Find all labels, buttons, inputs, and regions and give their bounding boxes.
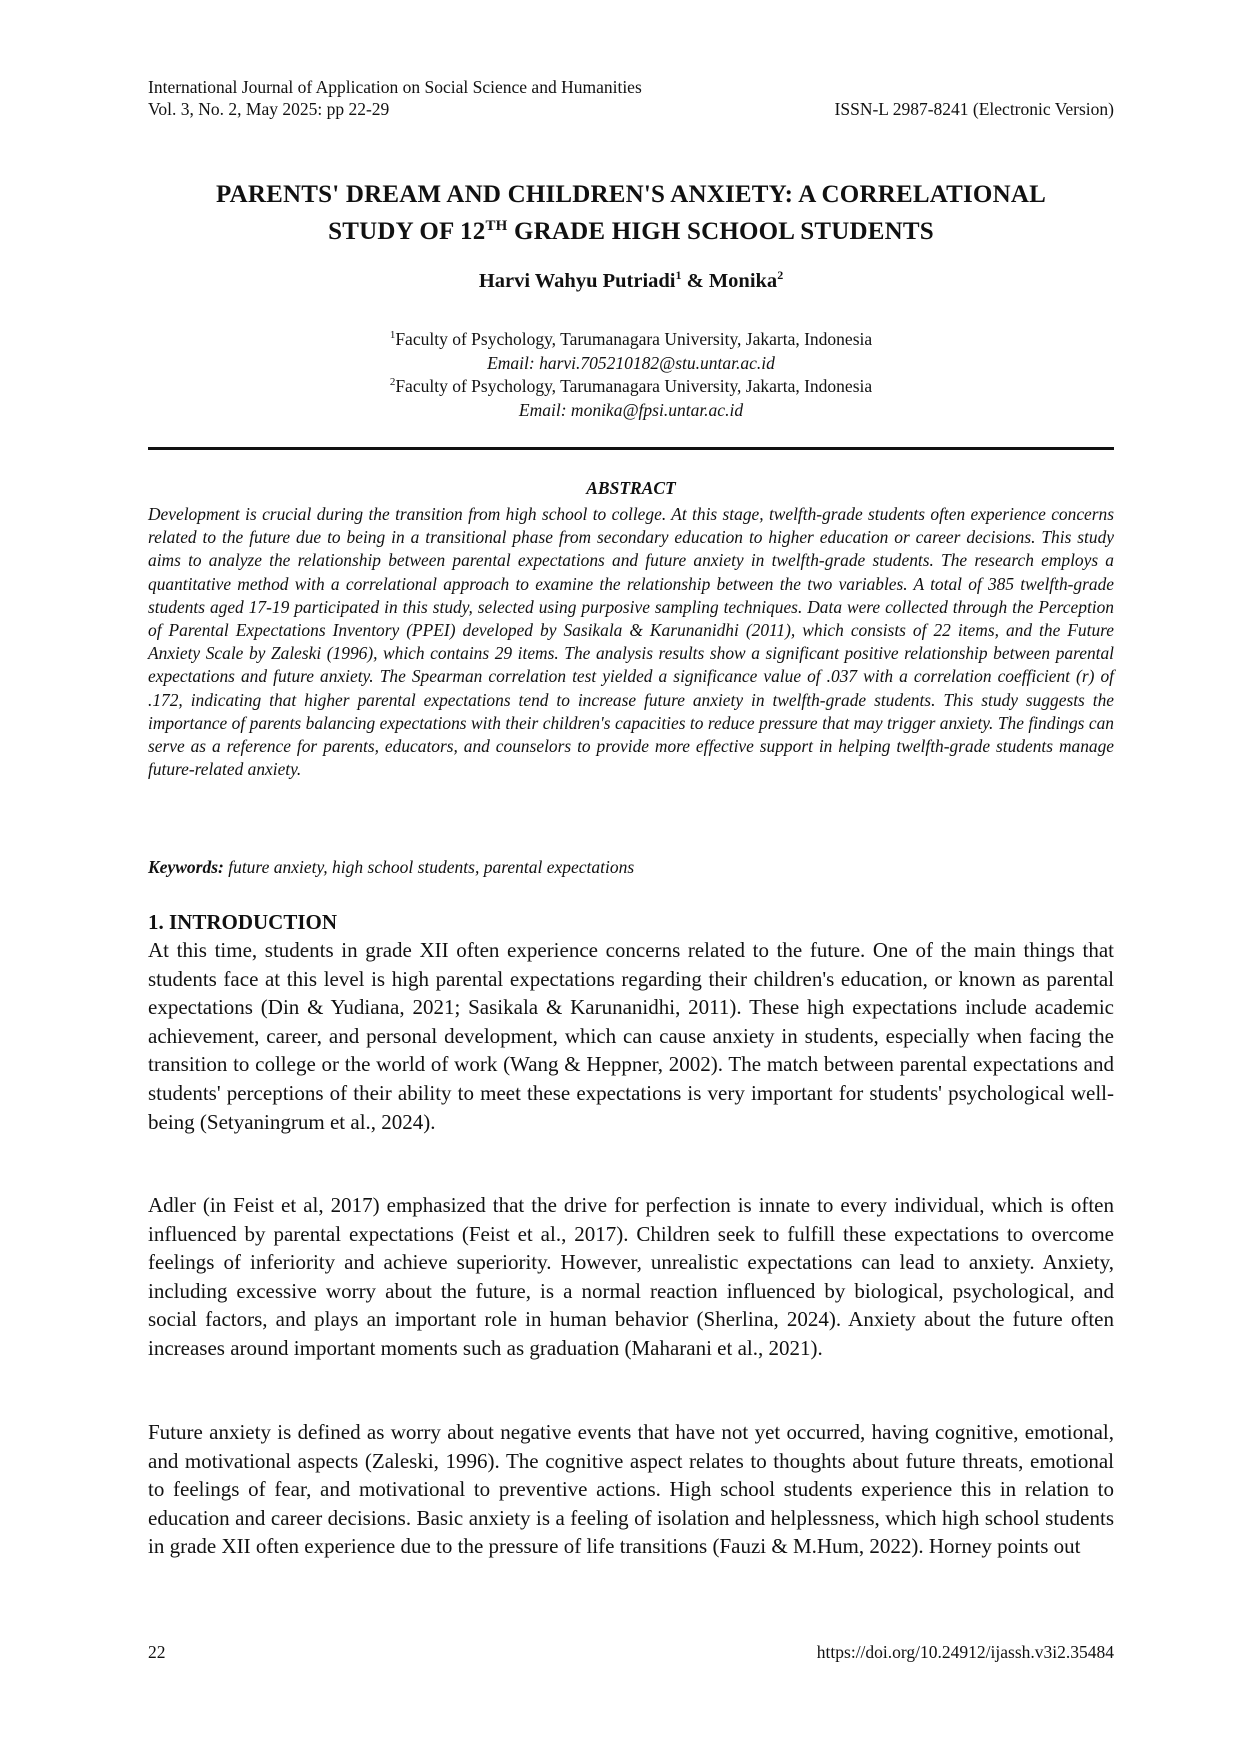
affiliations — [148, 328, 1114, 422]
divider-rule — [148, 447, 1114, 450]
affiliation-2 — [148, 375, 1114, 399]
keywords-text: future anxiety, high school students, parental expectations — [223, 857, 635, 877]
paper-title — [148, 176, 1114, 250]
title-line-2-start: STUDY OF 12 — [328, 218, 486, 245]
author-1: Harvi Wahyu Putriadi — [478, 270, 676, 292]
affiliation-2-mark: 2 — [389, 376, 396, 388]
author-list — [148, 270, 1114, 293]
title-superscript: TH — [485, 218, 508, 234]
affiliation-1 — [148, 328, 1114, 352]
keywords — [148, 857, 1114, 878]
doi-link[interactable]: https://doi.org/10.24912/ijassh.v3i2.35484 — [816, 1642, 1114, 1662]
abstract-text: Development is crucial during the transition from high school to college. At this stage, twelfth-grade students often experience concerns related to the future due to being in a transitional phase from secondary education to higher education or career decisions. This study aims to analyze the relationship between parental expectations and future anxiety in twelfth-grade students. The research employs a quantitative method with a correlational approach to examine the relationship between the two variables. A total of 385 twelfth-grade students aged 17-19 participated in this study, selected using purposive sampling techniques. Data were collected through the Perception of Parental Expectations Inventory (PPEI) developed by Sasikala & Karunanidhi (2011), which consists of 22 items, and the Future Anxiety Scale by Zaleski (1996), which contains 29 items. The analysis results show a significant positive relationship between parental expectations and future anxiety. The Spearman correlation test yielded a significance value of .037 with a correlation coefficient (r) of .172, indicating that higher parental expectations tend to increase future anxiety in twelfth-grade students. This study suggests the importance of parents balancing expectations with their children's capacities to reduce pressure that may trigger anxiety. The findings can serve as a reference for parents, educators, and counselors to provide more effective support in helping twelfth-grade students manage future-related anxiety. — [148, 504, 1114, 780]
page-footer — [148, 1642, 1114, 1663]
affiliation-2-text: Faculty of Psychology, Tarumanagara University, Jakarta, Indonesia — [395, 376, 873, 396]
section-heading-introduction: 1. INTRODUCTION — [148, 910, 338, 934]
volume-info: Vol. 3, No. 2, May 2025: pp 22-29 — [148, 99, 390, 119]
intro-paragraph-3: Future anxiety is defined as worry about negative events that have not yet occurred, having cognitive, emotional, and motivational aspects (Zaleski, 1996). The cognitive aspect relates to thoughts about future threats, emotional to feelings of fear, and motivational to preventive actions. High school students experience this in relation to education and career decisions. Basic anxiety is a feeling of isolation and helplessness, which high school students in grade XII often experience due to the pressure of life transitions (Fauzi & M.Hum, 2022). Horney points out — [148, 1420, 1114, 1559]
affiliation-1-mark: 1 — [389, 329, 396, 341]
intro-paragraph-1: At this time, students in grade XII often experience concerns related to the future. One of the main things that students face at this level is high parental expectations regarding their children's education, or known as parental expectations (Din & Yudiana, 2021; Sasikala & Karunanidhi, 2011). These high expectations include academic achievement, career, and personal development, which can cause anxiety in students, especially when facing the transition to college or the world of work (Wang & Heppner, 2002). The match between parental expectations and students' perceptions of their ability to meet these expectations is very important for students' psychological well-being (Setyaningrum et al., 2024). — [148, 938, 1114, 1134]
affiliation-1-text: Faculty of Psychology, Tarumanagara University, Jakarta, Indonesia — [395, 329, 873, 349]
journal-name: International Journal of Application on Social Science and Humanities — [148, 77, 642, 97]
author-2-affiliation-mark: 2 — [777, 268, 784, 282]
intro-paragraph-2: Adler (in Feist et al, 2017) emphasized that the drive for perfection is innate to every individual, which is often influenced by parental expectations (Feist et al., 2017). Children seek to fulfill these expectations to overcome feelings of inferiority and achieve superiority. However, unrealistic expectations can lead to anxiety. Anxiety, including excessive worry about the future, is a normal reaction influenced by biological, psychological, and social factors, and plays an important role in human behavior (Sherlina, 2024). Anxiety about the future often increases around important moments such as graduation (Maharani et al., 2021). — [148, 1193, 1114, 1360]
keywords-label: Keywords: — [148, 857, 224, 877]
email-1[interactable]: Email: harvi.705210182@stu.untar.ac.id — [487, 352, 775, 373]
title-line-2-end: GRADE HIGH SCHOOL STUDENTS — [507, 218, 934, 245]
email-2[interactable]: Email: monika@fpsi.untar.ac.id — [518, 399, 744, 420]
running-header — [148, 76, 1114, 120]
author-2: Monika — [708, 270, 778, 292]
author-1-affiliation-mark: 1 — [675, 268, 682, 282]
abstract-heading: ABSTRACT — [586, 478, 676, 498]
author-separator: & — [681, 270, 709, 292]
title-line-1: PARENTS' DREAM AND CHILDREN'S ANXIETY: A CORRELATIONAL — [216, 181, 1046, 208]
issn-info: ISSN-L 2987-8241 (Electronic Version) — [834, 99, 1114, 119]
title-line-2 — [148, 213, 1114, 250]
page-number: 22 — [148, 1642, 166, 1662]
